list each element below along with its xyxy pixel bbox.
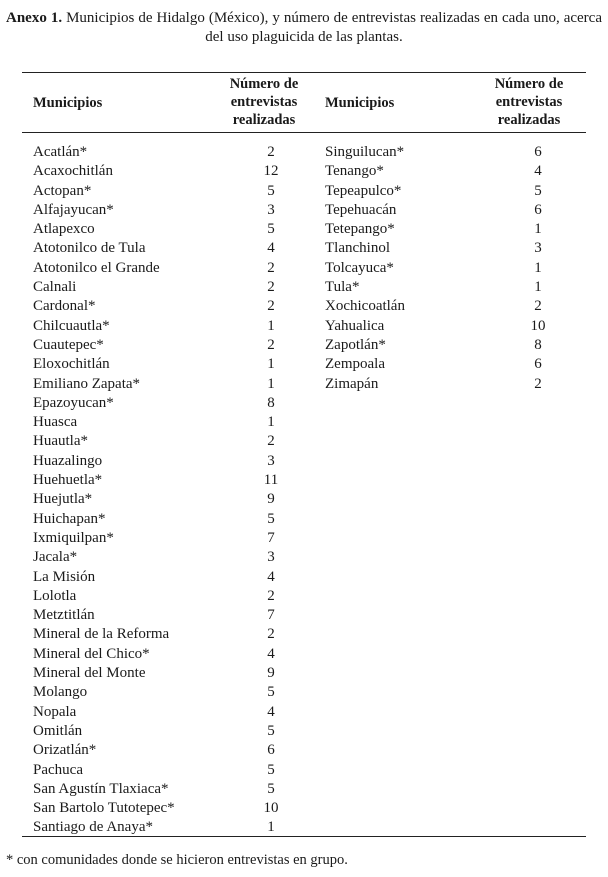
municipio-name: Cardonal* (33, 298, 96, 315)
table-row (33, 162, 319, 181)
table-row (33, 683, 319, 702)
interview-count: 9 (267, 491, 275, 508)
municipio-name: Huichapan* (33, 510, 106, 527)
municipio-name: Nopala (33, 703, 77, 720)
table-row (33, 490, 319, 509)
caption-label: Anexo 1. (6, 10, 63, 26)
table-row (33, 452, 319, 471)
interview-count: 3 (267, 452, 275, 469)
municipio-name: Xochicoatlán (325, 298, 405, 315)
municipio-name: Atlapexco (33, 221, 95, 238)
table-row (325, 182, 586, 201)
table-row (33, 201, 319, 220)
table-row (33, 761, 319, 780)
footnote: * con comunidades donde se hicieron entrevistas en grupo. (6, 852, 348, 868)
interview-count: 1 (267, 375, 275, 392)
table-row (33, 375, 319, 394)
header-numero-line1: Número de (229, 76, 299, 92)
interview-count: 5 (267, 780, 275, 797)
municipio-name: Acaxochitlán (33, 163, 113, 180)
table-row (325, 162, 586, 181)
interview-count: 4 (267, 703, 275, 720)
table-row (33, 780, 319, 799)
interview-count: 1 (534, 221, 542, 238)
interview-count: 1 (534, 279, 542, 296)
right-column (325, 143, 586, 394)
interview-count: 7 (267, 529, 275, 546)
municipio-name: Tetepango* (325, 221, 395, 238)
table-bottom-rule (22, 836, 586, 837)
municipio-name: Metztitlán (33, 607, 95, 624)
table-row (33, 625, 319, 644)
table-row (325, 259, 586, 278)
municipio-name: Omitlán (33, 722, 83, 739)
table-row (33, 606, 319, 625)
header-numero-line2: entrevistas (230, 94, 298, 110)
interview-count: 2 (267, 144, 275, 160)
municipio-name: Tepeapulco* (325, 182, 402, 199)
table-row (325, 220, 586, 239)
header-numero-line3: realizadas (232, 112, 296, 128)
municipio-name: Molango (33, 684, 88, 701)
table-row (33, 722, 319, 741)
municipio-name: San Bartolo Tutotepec* (33, 800, 175, 817)
caption-text: Municipios de Hidalgo (México), y número de entrevistas realizadas en cada uno, acerca del uso plaguicida de las plantas. (62, 10, 602, 45)
table-row (33, 355, 319, 374)
header-numero-right (481, 75, 577, 129)
municipio-name: Huehuetla* (33, 472, 103, 489)
table-row (33, 259, 319, 278)
table-row (325, 297, 586, 316)
municipio-name: Eloxochitlán (33, 356, 110, 373)
municipio-name: Tenango* (325, 163, 384, 180)
header-numero-left (216, 75, 312, 129)
municipio-name: Santiago de Anaya* (33, 819, 153, 836)
table-row (33, 143, 319, 162)
interview-count: 10 (263, 800, 279, 817)
municipio-name: Huautla* (33, 433, 88, 450)
interview-count: 5 (267, 221, 275, 238)
header-numero-line3: realizadas (497, 112, 561, 128)
interview-count: 7 (267, 607, 275, 624)
interview-count: 5 (267, 182, 275, 199)
table-row (33, 336, 319, 355)
interview-count: 10 (530, 317, 546, 334)
interview-count: 5 (534, 182, 542, 199)
header-municipios-right: Municipios (325, 95, 395, 111)
table-header-rule (22, 132, 586, 133)
municipio-name: Emiliano Zapata* (33, 375, 141, 392)
interview-count: 4 (267, 240, 275, 257)
interview-count: 4 (267, 568, 275, 585)
municipio-name: San Agustín Tlaxiaca* (33, 780, 169, 797)
table-row (33, 317, 319, 336)
interview-count: 4 (267, 645, 275, 662)
municipio-name: Atotonilco el Grande (33, 259, 160, 276)
interview-count: 3 (267, 201, 275, 218)
municipio-name: La Misión (33, 568, 96, 585)
municipio-name: Mineral del Chico* (33, 645, 150, 662)
municipio-name: Tolcayuca* (325, 259, 394, 276)
table-row (325, 278, 586, 297)
table-top-rule (22, 72, 586, 73)
municipio-name: Zapotlán* (325, 336, 386, 353)
table-row (33, 394, 319, 413)
table-row (33, 741, 319, 760)
municipio-name: Alfajayucan* (33, 201, 114, 218)
table-row (33, 297, 319, 316)
interview-count: 2 (534, 298, 542, 315)
interview-count: 2 (267, 433, 275, 450)
table-row (33, 587, 319, 606)
municipio-name: Mineral de la Reforma (33, 626, 170, 643)
municipio-name: Tlanchinol (325, 240, 390, 257)
municipio-name: Atotonilco de Tula (33, 240, 146, 257)
interview-count: 5 (267, 761, 275, 778)
municipio-name: Acatlán* (33, 144, 88, 160)
municipio-name: Huejutla* (33, 491, 93, 508)
interview-count: 2 (267, 626, 275, 643)
table-row (325, 336, 586, 355)
interview-count: 5 (267, 684, 275, 701)
interview-count: 12 (263, 163, 279, 180)
municipio-name: Lolotla (33, 587, 77, 604)
table-row (325, 239, 586, 258)
table-caption (6, 9, 602, 47)
municipio-name: Cuautepec* (33, 336, 104, 353)
interview-count: 1 (267, 356, 275, 373)
interview-count: 11 (263, 472, 279, 489)
table-row (33, 432, 319, 451)
municipio-name: Yahualica (325, 317, 385, 334)
table-row (33, 568, 319, 587)
municipio-name: Calnali (33, 279, 77, 296)
header-numero-line1: Número de (494, 76, 564, 92)
table-row (33, 182, 319, 201)
table-row (325, 143, 586, 162)
municipio-name: Zempoala (325, 356, 385, 373)
municipio-name: Tula* (325, 279, 360, 296)
municipio-name: Orizatlán* (33, 742, 97, 759)
interview-count: 6 (534, 201, 542, 218)
table-row (33, 799, 319, 818)
table-row (33, 818, 319, 837)
table-row (33, 220, 319, 239)
interview-count: 6 (534, 356, 542, 373)
table-row (33, 278, 319, 297)
interview-count: 2 (534, 375, 542, 392)
header-municipios-left: Municipios (33, 95, 103, 111)
table-row (33, 471, 319, 490)
left-column (33, 143, 319, 838)
table-row (325, 375, 586, 394)
interview-count: 2 (267, 259, 275, 276)
interview-count: 3 (534, 240, 542, 257)
municipio-name: Tepehuacán (325, 201, 397, 218)
municipio-name: Epazoyucan* (33, 394, 114, 411)
interview-count: 2 (267, 587, 275, 604)
municipio-name: Jacala* (33, 549, 78, 566)
table-row (325, 355, 586, 374)
interview-count: 1 (267, 317, 275, 334)
table-row (33, 703, 319, 722)
table-row (33, 645, 319, 664)
interview-count: 5 (267, 722, 275, 739)
municipio-name: Actopan* (33, 182, 92, 199)
interview-count: 1 (267, 414, 275, 431)
table-row (33, 510, 319, 529)
table-row (33, 529, 319, 548)
municipio-name: Huazalingo (33, 452, 103, 469)
header-numero-line2: entrevistas (495, 94, 563, 110)
municipio-name: Mineral del Monte (33, 665, 146, 682)
table-row (33, 413, 319, 432)
interview-count: 8 (534, 336, 542, 353)
interview-count: 8 (267, 394, 275, 411)
interview-count: 6 (534, 144, 542, 160)
table-row (325, 317, 586, 336)
municipio-name: Pachuca (33, 761, 83, 778)
interview-count: 2 (267, 279, 275, 296)
interview-count: 9 (267, 665, 275, 682)
table-row (33, 664, 319, 683)
interview-count: 1 (534, 259, 542, 276)
table-row (33, 548, 319, 567)
interview-count: 5 (267, 510, 275, 527)
municipio-name: Chilcuautla* (33, 317, 110, 334)
interview-count: 1 (267, 819, 275, 836)
municipio-name: Huasca (33, 414, 78, 431)
interview-count: 3 (267, 549, 275, 566)
municipio-name: Ixmiquilpan* (33, 529, 114, 546)
interview-count: 2 (267, 336, 275, 353)
municipio-name: Zimapán (325, 375, 379, 392)
interview-count: 4 (534, 163, 542, 180)
interview-count: 6 (267, 742, 275, 759)
municipio-name: Singuilucan* (325, 144, 405, 160)
table-row (33, 239, 319, 258)
table-row (325, 201, 586, 220)
interview-count: 2 (267, 298, 275, 315)
